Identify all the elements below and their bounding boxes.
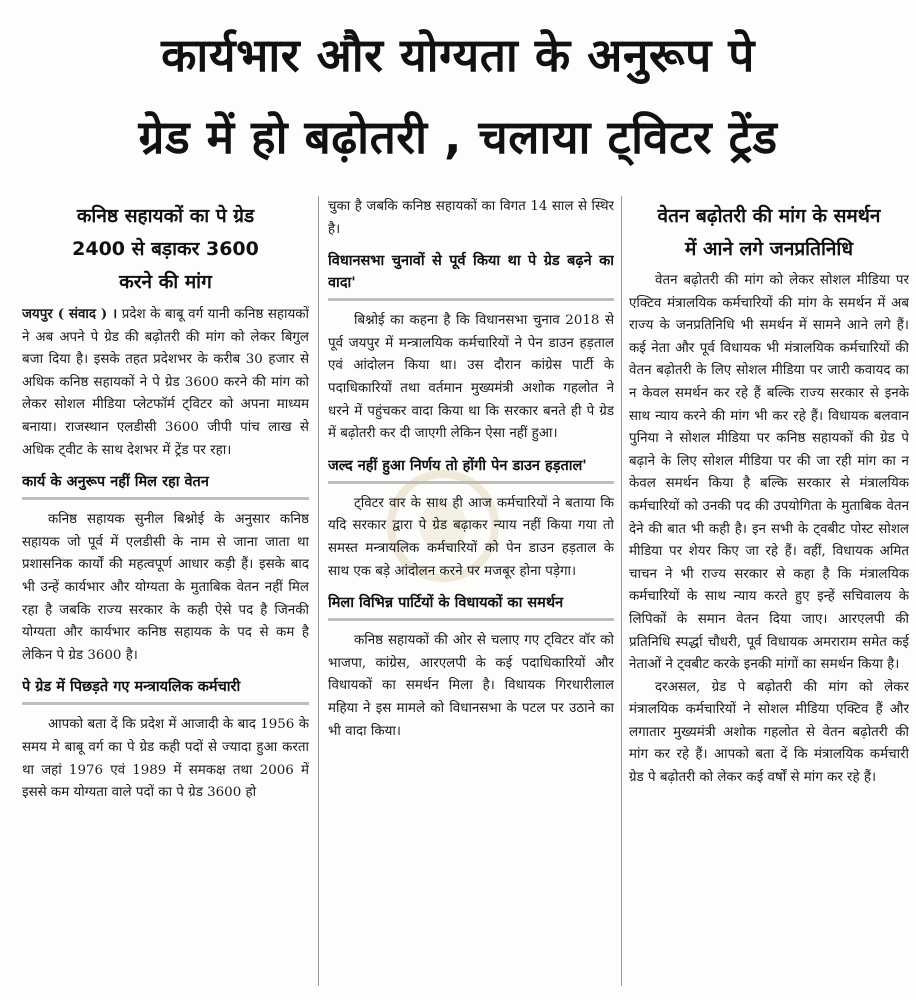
paragraph: दरअसल, ग्रेड पे बढ़ोतरी की मांग को लेकर मंत्रालयिक कर्मचारियों ने सोशल मीडिया एक्टिव हैं और लगातार मुख्यमंत्री अशोक गहलोत से वेतन बढ़ोतरी की मांग कर रहे हैं। आपको बता दें कि मंत्रालयिक कर्मचारी ग्रेड पे बढ़ोतरी को लेकर कई वर्षों से मांग कर रहे हैं। xyxy=(629,679,909,786)
column-1-subheadline xyxy=(22,200,309,299)
section-heading: पे ग्रेड में पिछड़ते गए मन्त्रायलिक कर्मचारी xyxy=(22,676,309,705)
subheadline-line: वेतन बढ़ोतरी की मांग के समर्थन xyxy=(657,205,881,227)
paragraph: कनिष्ठ सहायकों की ओर से चलाए गए ट्विटर वॉर को भाजपा, कांग्रेस, आरएलपी के कई पदाधिकारियों और विधायकों का समर्थन मिला है। विधायक गिरधारीलाल महिया ने इस मामले को विधानसभा के पटल पर उठाने का भी वादा किया। xyxy=(328,633,614,739)
headline-line-1: कार्यभार और योग्यता के अनुरूप पे xyxy=(161,28,755,82)
headline xyxy=(0,14,916,178)
subheadline-line: करने की मांग xyxy=(119,271,212,293)
article-column-2 xyxy=(328,196,614,991)
section-heading: मिला विभिन्न पार्टियों के विधायकों का समर्थन xyxy=(328,592,614,621)
paragraph: वेतन बढ़ोतरी की मांग को लेकर सोशल मीडिया पर एक्टिव मंत्रालयिक कर्मचारियों की मांग के समर्थन में अब राज्य के जनप्रतिनिधि भी समर्थन में सामने आने लगे हैं। कई नेता और पूर्व विधायक भी मंत्रालयिक कर्मचारियों की वेतन बढ़ोतरी के लिए सोशल मीडिया पर जारी कवायद का न केवल समर्थन कर रहे हैं बल्कि राज्य सरकार से इनके साथ न्याय करने की मांग भी कर रहे हैं। विधायक बलवान पुनिया ने सोशल मीडिया पर कनिष्ठ सहायकों की ग्रेड पे बढ़ाने के लिए सोशल मीडिया पर की जा रही मांग का न केवल समर्थन किया है बल्कि सरकार से मंत्रालयिक कर्मचारियों को उनकी पद की उपयोगिता के मुताबिक वेतन देने की बात भी कही है। इन सभी के ट्वबीट पोस्ट सोशल मीडिया पर शेयर किए जा रहे हैं। वहीं, विधायक अमित चाचन ने भी राज्य सरकार से कहा है कि मंत्रालयिक कर्मचारियों के साथ न्याय करते हुए इन्हें सचिवालय के लिपिकों के समान वेतन दिया जाए। आरएलपी की प्रतिनिधि स्पर्द्धा चौधरी, पूर्व विधायक अमराराम समेत कई नेताओं ने ट्वबीट करके इनकी मांगों का समर्थन किया है। xyxy=(629,273,909,673)
paragraph: बिश्नोई का कहना है कि विधानसभा चुनाव 2018 से पूर्व जयपुर में मन्त्रालयिक कर्मचारियों ने पेन डाउन हड़ताल एवं आंदोलन किया था। उस दौरान कांग्रेस पार्टी के पदाधिकारियों तथा वर्तमान मुख्यमंत्री अशोक गहलोत ने धरने में पहुंचकर वादा किया था कि सरकार बनते ही पे ग्रेड में बढ़ोतरी कर दी जाएगी लेकिन ऐसा नहीं हुआ। xyxy=(328,313,614,442)
section-heading: विधानसभा चुनावों से पूर्व किया था पे ग्रेड बढ़ने का वादा' xyxy=(328,250,614,301)
subheadline-line: 2400 से बड़ाकर 3600 xyxy=(72,238,259,260)
section-heading: जल्द नहीं हुआ निर्णय तो होंगी पेन डाउन हड़ताल' xyxy=(328,455,614,484)
paragraph: ट्विटर वार के साथ ही आज कर्मचारियों ने बताया कि यदि सरकार द्वारा पे ग्रेड बढ़ाकर न्याय नहीं किया गया तो समस्त मन्त्रायलिक कर्मचारियों को पेन डाउन हड़ताल के साथ एक बड़े आंदोलन करने पर मजबूर होना पड़ेगा। xyxy=(328,495,614,579)
headline-line-2: ग्रेड में हो बढ़ोतरी , चलाया ट्विटर ट्रेंड xyxy=(138,110,778,164)
paragraph-text: प्रदेश के बाबू वर्ग यानी कनिष्ठ सहायकों ने अब अपने पे ग्रेड की बढ़ोतरी की मांग को लेकर बिगुल बजा दिया है। इसके तहत प्रदेशभर के करीब 30 हजार से अधिक कनिष्ठ सहायकों ने पे ग्रेड 3600 करने की मांग को लेकर सोशल मीडिया प्लेटफॉर्म ट्विटर को अपना माध्यम बनाया। राजस्थान एलडीसी 3600 जीपी पांच लाख से अधिक ट्वीट के साथ देशभर में ट्रेंड पर रहा। xyxy=(22,307,309,458)
paragraph: चुका है जबकि कनिष्ठ सहायकों का विगत 14 साल से स्थिर है। xyxy=(328,199,614,237)
paragraph: कनिष्ठ सहायक सुनील बिश्नोई के अनुसार कनिष्ठ सहायक जो पूर्व में एलडीसी के नाम से जाना जाता था प्रशासनिक कार्यों की महत्वपूर्ण आधार कड़ी हैं। इसके बाद भी उन्हें कार्यभार और योग्यता के मुताबिक वेतन नहीं मिल रहा है जबकि राज्य सरकार के कही ऐसे पद है जिनकी योग्यता और कार्यभार कनिष्ठ सहायक के पद से कम है लेकिन पे ग्रेड 3600 है। xyxy=(22,512,309,663)
column-3-subheadline xyxy=(629,200,909,266)
paragraph xyxy=(22,303,309,462)
column-divider xyxy=(621,196,622,986)
subheadline-line: कनिष्ठ सहायकों का पे ग्रेड xyxy=(76,205,255,227)
column-divider xyxy=(318,196,319,986)
dateline: जयपुर ( संवाद ) । xyxy=(22,306,118,322)
article-column-3 xyxy=(629,196,909,991)
section-heading: कार्य के अनुरूप नहीं मिल रहा वेतन xyxy=(22,471,309,500)
paragraph: आपको बता दें कि प्रदेश में आजादी के बाद 1956 के समय मे बाबू वर्ग का पे ग्रेड कही पदों से ज्यादा हुआ करता था जहां 1976 एवं 1989 में समकक्ष तथा 2006 में इससे कम योग्यता वाले पदों का पे ग्रेड 3600 हो xyxy=(22,717,309,801)
subheadline-line: में आने लगे जनप्रतिनिधि xyxy=(684,238,854,260)
article-column-1 xyxy=(22,196,309,991)
